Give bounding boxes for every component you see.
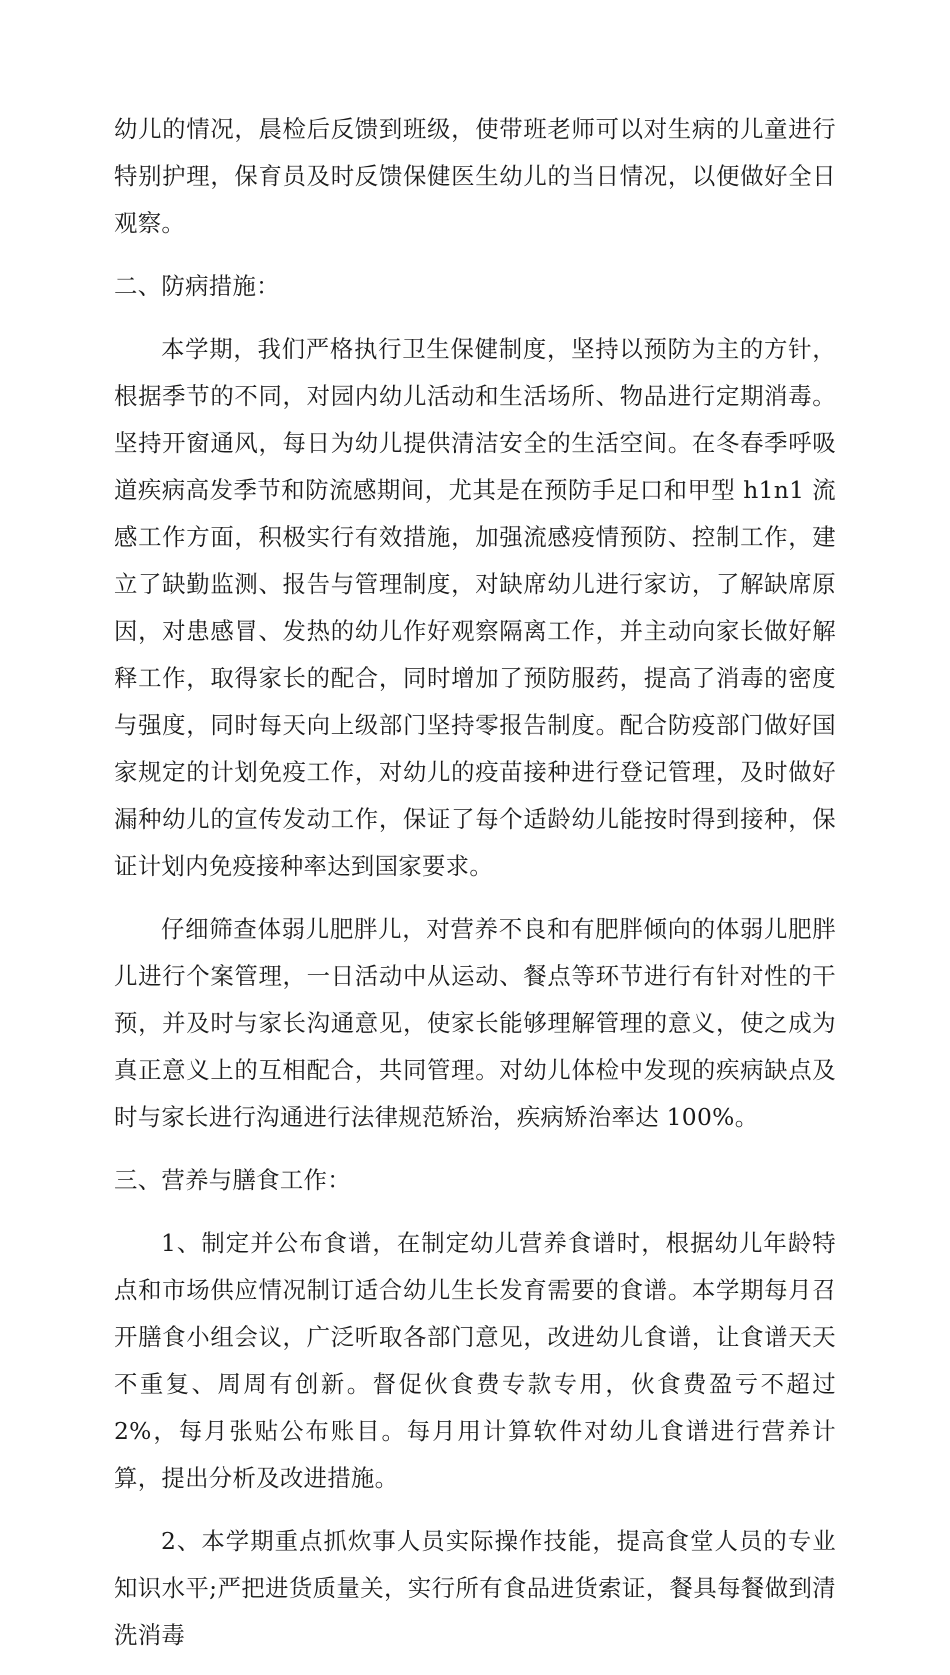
paragraph-child-screening: 仔细筛查体弱儿肥胖儿，对营养不良和有肥胖倾向的体弱儿肥胖儿进行个案管理，一日活动中从运动、餐点等环节进行有针对性的干预，并及时与家长沟通意见，使家长能够理解管理的意义，使之成为真正意义上的互相配合，共同管理。对幼儿体检中发现的疾病缺点及时与家长进行沟通进行法律规范矫治，疾病矫治率达 100%。 [114, 915, 836, 1131]
section-heading-disease-prevention: 二、防病措施： [114, 272, 280, 300]
paragraph-continuation: 幼儿的情况，晨检后反馈到班级，使带班老师可以对生病的儿童进行特别护理，保育员及时反馈保健医生幼儿的当日情况，以便做好全日观察。 [114, 115, 836, 237]
paragraph-prevention-measures: 本学期，我们严格执行卫生保健制度，坚持以预防为主的方针，根据季节的不同，对园内幼儿活动和生活场所、物品进行定期消毒。坚持开窗通风，每日为幼儿提供清洁安全的生活空间。在冬春季呼吸道疾病高发季节和防流感期间，尤其是在预防手足口和甲型 h1n1 流感工作方面，积极实行有效措施，加强流感疫情预防、控制工作，建立了缺勤监测、报告与管理制度，对缺席幼儿进行家访，了解缺席原因，对患感冒、发热的幼儿作好观察隔离工作，并主动向家长做好解释工作，取得家长的配合，同时增加了预防服药，提高了消毒的密度与强度，同时每天向上级部门坚持零报告制度。配合防疫部门做好国家规定的计划免疫工作，对幼儿的疫苗接种进行登记管理，及时做好漏种幼儿的宣传发动工作，保证了每个适龄幼儿能按时得到接种，保证计划内免疫接种率达到国家要求。 [114, 335, 836, 880]
paragraph-kitchen-staff: 2、本学期重点抓炊事人员实际操作技能，提高食堂人员的专业知识水平;严把进货质量关，实行所有食品进货索证，餐具每餐做到清洗消毒 [114, 1527, 836, 1649]
section-heading-nutrition: 三、营养与膳食工作： [114, 1166, 351, 1194]
document-body [114, 106, 836, 1675]
paragraph-menu: 1、制定并公布食谱，在制定幼儿营养食谱时，根据幼儿年龄特点和市场供应情况制订适合幼儿生长发育需要的食谱。本学期每月召开膳食小组会议，广泛听取各部门意见，改进幼儿食谱，让食谱天天不重复、周周有创新。督促伙食费专款专用，伙食费盈亏不超过 2%，每月张贴公布账目。每月用计算软件对幼儿食谱进行营养计算，提出分析及改进措施。 [114, 1229, 836, 1492]
